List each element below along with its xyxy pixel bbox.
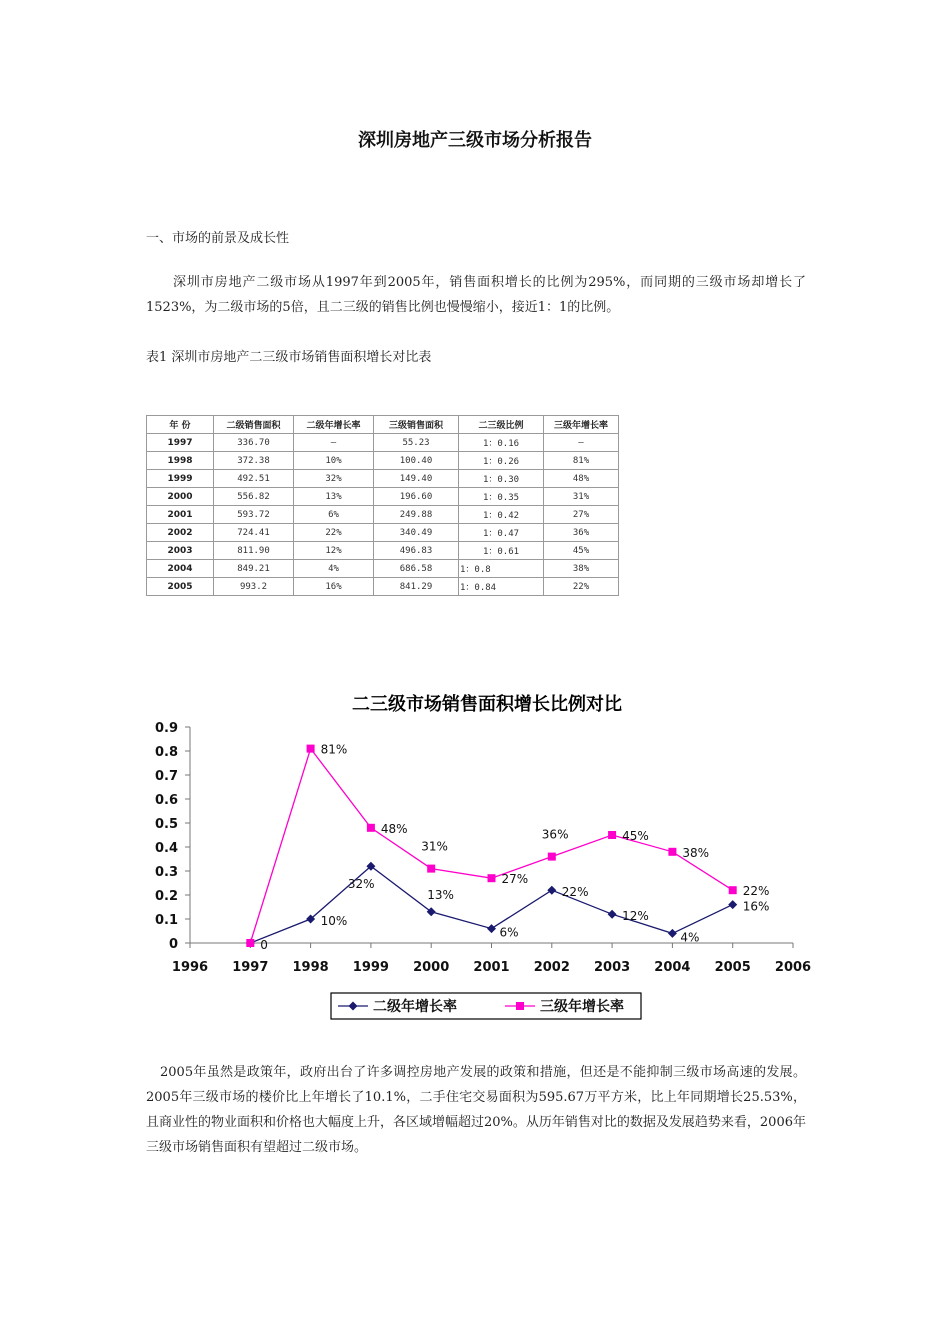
- data-point-square: [367, 824, 375, 832]
- cell-tertiary-growth: 27%: [544, 506, 619, 524]
- data-label: 6%: [499, 925, 519, 940]
- chart-title: 二三级市场销售面积增长比例对比: [352, 694, 622, 715]
- data-point-square: [427, 865, 435, 873]
- cell-ratio: 1：0.26: [459, 452, 544, 470]
- cell-tertiary-growth: 22%: [544, 578, 619, 596]
- cell-tertiary-growth: 38%: [544, 560, 619, 578]
- cell-ratio: 1：0.47: [459, 524, 544, 542]
- data-point-square: [548, 853, 556, 861]
- cell-secondary-area: 724.41: [214, 524, 294, 542]
- cell-tertiary-area: 496.83: [374, 542, 459, 560]
- cell-secondary-area: 593.72: [214, 506, 294, 524]
- header-ratio: 二三级比例: [459, 416, 544, 434]
- cell-tertiary-growth: 36%: [544, 524, 619, 542]
- data-label: 38%: [682, 845, 710, 860]
- data-point-diamond: [608, 910, 617, 919]
- data-point-square: [488, 874, 496, 882]
- table-row: [147, 542, 619, 560]
- cell-secondary-growth: 22%: [294, 524, 374, 542]
- table-row: [147, 452, 619, 470]
- y-tick-label: 0: [168, 937, 178, 952]
- header-tertiary-area: 三级销售面积: [374, 416, 459, 434]
- y-tick-label: 0.1: [154, 913, 178, 928]
- cell-tertiary-growth: 31%: [544, 488, 619, 506]
- cell-secondary-growth: —: [294, 434, 374, 452]
- cell-secondary-growth: 6%: [294, 506, 374, 524]
- data-label: 27%: [501, 872, 529, 887]
- data-label: 10%: [320, 914, 348, 928]
- cell-tertiary-area: 100.40: [374, 452, 459, 470]
- x-tick-label: 2006: [774, 960, 812, 975]
- table-row: [147, 506, 619, 524]
- header-secondary-area: 二级销售面积: [214, 416, 294, 434]
- header-secondary-growth: 二级年增长率: [294, 416, 374, 434]
- paragraph-intro: 深圳市房地产二级市场从1997年到2005年，销售面积增长的比例为295%，而同期的三级市场却增长了1523%，为二级市场的5倍，且二三级的销售比例也慢慢缩小，接近1：1的比例。: [146, 275, 806, 315]
- growth-rate-line-chart: [140, 680, 820, 1025]
- x-tick-label: 2005: [714, 960, 751, 975]
- cell-year: 2000: [147, 488, 214, 506]
- y-tick-label: 0.5: [154, 817, 178, 832]
- data-label: 31%: [421, 839, 448, 854]
- y-tick-label: 0.2: [154, 889, 178, 904]
- table-caption: 表1 深圳市房地产二三级市场销售面积增长对比表: [146, 350, 432, 365]
- sales-area-table: [146, 415, 619, 596]
- data-label: 48%: [380, 821, 408, 836]
- y-tick-label: 0.7: [154, 769, 178, 784]
- cell-year: 2002: [147, 524, 214, 542]
- cell-tertiary-area: 149.40: [374, 470, 459, 488]
- table-header-row: [147, 416, 619, 434]
- cell-tertiary-area: 55.23: [374, 434, 459, 452]
- cell-year: 2005: [147, 578, 214, 596]
- table-row: [147, 560, 619, 578]
- legend-label: 三级年增长率: [540, 999, 624, 1015]
- y-tick-label: 0.6: [154, 793, 178, 808]
- data-label: 13%: [427, 887, 454, 902]
- cell-year: 1997: [147, 434, 214, 452]
- cell-secondary-area: 811.90: [214, 542, 294, 560]
- cell-secondary-area: 993.2: [214, 578, 294, 596]
- cell-tertiary-area: 340.49: [374, 524, 459, 542]
- cell-year: 1999: [147, 470, 214, 488]
- data-label: 0: [260, 938, 268, 952]
- table-row: [147, 578, 619, 596]
- x-tick-label: 2003: [594, 960, 631, 975]
- data-point-diamond: [487, 924, 496, 933]
- data-point-square: [608, 831, 616, 839]
- cell-tertiary-growth: —: [544, 434, 619, 452]
- table-row: [147, 524, 619, 542]
- cell-ratio: 1：0.35: [459, 488, 544, 506]
- chart-series: [246, 743, 770, 952]
- x-tick-label: 1998: [292, 960, 329, 975]
- cell-year: 2001: [147, 506, 214, 524]
- data-label: 36%: [541, 827, 569, 842]
- cell-year: 2003: [147, 542, 214, 560]
- data-label: 16%: [742, 899, 770, 914]
- section-heading: 一、市场的前景及成长性: [146, 231, 290, 246]
- cell-tertiary-area: 249.88: [374, 506, 459, 524]
- page-title: 深圳房地产三级市场分析报告: [358, 130, 592, 151]
- data-label: 4%: [680, 930, 700, 945]
- data-label: 22%: [742, 884, 770, 899]
- data-point-diamond: [728, 900, 737, 909]
- cell-tertiary-area: 196.60: [374, 488, 459, 506]
- data-point-square: [668, 848, 676, 856]
- x-tick-label: 2002: [533, 960, 570, 975]
- cell-year: 2004: [147, 560, 214, 578]
- table-row: [147, 470, 619, 488]
- cell-secondary-growth: 16%: [294, 578, 374, 596]
- cell-secondary-area: 336.70: [214, 434, 294, 452]
- cell-secondary-area: 492.51: [214, 470, 294, 488]
- x-tick-label: 2001: [473, 960, 510, 975]
- cell-tertiary-area: 841.29: [374, 578, 459, 596]
- cell-secondary-area: 556.82: [214, 488, 294, 506]
- data-label: 12%: [622, 909, 649, 924]
- x-tick-label: 1999: [352, 960, 389, 975]
- cell-ratio: 1：0.16: [459, 434, 544, 452]
- y-tick-label: 0.4: [154, 841, 178, 856]
- cell-secondary-growth: 13%: [294, 488, 374, 506]
- cell-secondary-area: 372.38: [214, 452, 294, 470]
- paragraph-conclusion: 2005年虽然是政策年，政府出台了许多调控房地产发展的政策和措施，但还是不能抑制三级市场高速的发展。2005年三级市场的楼价比上年增长了10.1%，二手住宅交易面积为595.67万平方米，比上年同期增长25.53%，且商业性的物业面积和价格也大幅度上升，各区域增幅超过20%。从历年销售对比的数据及发展趋势来看，2006年三级市场销售面积有望超过二级市场。: [146, 1065, 806, 1155]
- cell-ratio: 1：0.84: [459, 578, 544, 596]
- data-point-square: [307, 745, 315, 753]
- cell-secondary-growth: 32%: [294, 470, 374, 488]
- data-point-square: [246, 939, 254, 947]
- chart-legend: [331, 993, 641, 1019]
- cell-tertiary-area: 686.58: [374, 560, 459, 578]
- chart-axes: [155, 721, 811, 975]
- data-point-square: [516, 1002, 524, 1010]
- cell-year: 1998: [147, 452, 214, 470]
- data-point-square: [729, 886, 737, 894]
- x-tick-label: 2000: [413, 960, 450, 975]
- y-tick-label: 0.9: [154, 721, 178, 736]
- cell-ratio: 1：0.42: [459, 506, 544, 524]
- cell-ratio: 1：0.61: [459, 542, 544, 560]
- cell-ratio: 1：0.30: [459, 470, 544, 488]
- cell-secondary-area: 849.21: [214, 560, 294, 578]
- data-label: 22%: [561, 885, 589, 900]
- cell-tertiary-growth: 48%: [544, 470, 619, 488]
- cell-ratio: 1：0.8: [459, 560, 544, 578]
- data-label: 45%: [622, 829, 649, 843]
- data-label: 81%: [320, 742, 348, 757]
- x-tick-label: 2004: [654, 960, 691, 975]
- header-tertiary-growth: 三级年增长率: [544, 416, 619, 434]
- cell-secondary-growth: 12%: [294, 542, 374, 560]
- data-point-diamond: [668, 929, 677, 938]
- cell-tertiary-growth: 45%: [544, 542, 619, 560]
- y-tick-label: 0.8: [154, 745, 178, 760]
- table-row: [147, 434, 619, 452]
- cell-secondary-growth: 10%: [294, 452, 374, 470]
- legend-label: 二级年增长率: [373, 999, 457, 1015]
- table-row: [147, 488, 619, 506]
- cell-secondary-growth: 4%: [294, 560, 374, 578]
- cell-tertiary-growth: 81%: [544, 452, 619, 470]
- x-tick-label: 1996: [171, 960, 209, 975]
- data-label: 32%: [347, 877, 375, 892]
- y-tick-label: 0.3: [154, 865, 178, 880]
- data-point-diamond: [547, 886, 556, 895]
- header-year: 年 份: [147, 416, 214, 434]
- x-tick-label: 1997: [232, 960, 269, 975]
